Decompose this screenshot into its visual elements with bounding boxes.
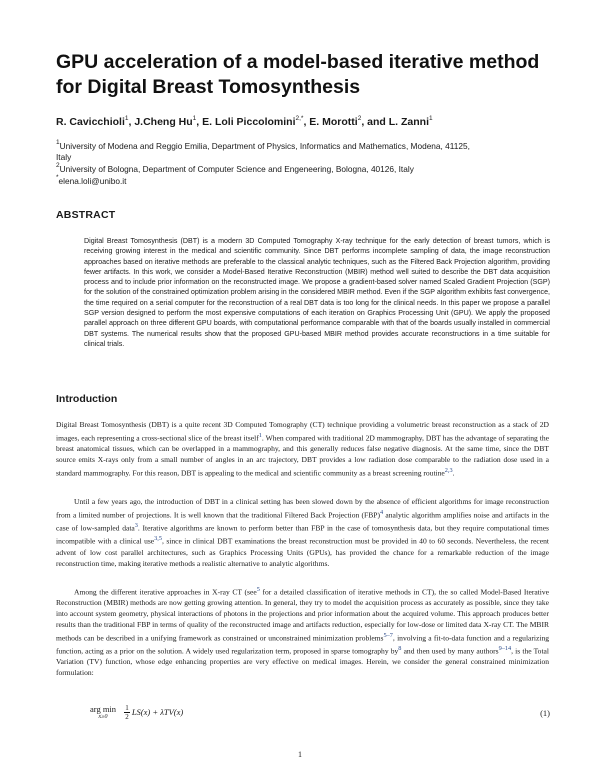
citation-link[interactable]: 4 (379, 508, 384, 516)
intro-paragraph-2: Until a few years ago, the introduction of DBT in a clinical setting has been slowed down by the absence of efficient algorithms for image reconstruction from a limited number of projections. It is well known that the traditional Filtered Back Projection (FBP)$^4$ analytic algorithm amplifies noise and artifacts in the case of low-sampled data$^3$. Iterative algorithms are known to perform better than FBP in the case of tomosynthesis data, but they require computational times incompatible with a clinical use$^{3,5}$, since in clinical DBT examinations the breast reconstruction must be provided in 40 to 60 seconds. Nevertheless, the recent advent of low cost parallel architectures, such as Graphics Processing Units (GPUs), has provided the chance for a remarkable reduction of the image reconstruction time, making iterative methods a realistic alternative to analytic algorithms. (56, 497, 550, 568)
author-separator: , (196, 116, 203, 128)
author-name: L. Zanni (388, 116, 430, 128)
author-list (56, 115, 556, 129)
author-affiliation-mark: 1 (124, 114, 129, 122)
argmin-operator: arg min (90, 704, 117, 714)
affiliation-2-text: University of Bologna, Department of Computer Science and Engeneering, Bologna, 40126, Italy (59, 164, 414, 174)
author-separator: , (128, 116, 135, 128)
citation-link[interactable]: 3,5 (154, 535, 163, 543)
author-name: J.Cheng Hu (134, 116, 193, 128)
constraint: x≥0 (98, 714, 108, 720)
citation-link[interactable]: 1 (258, 431, 262, 439)
author-affiliation-mark: 1 (192, 114, 197, 122)
author-separator: , (303, 116, 310, 128)
equation-expression (90, 704, 183, 721)
author-name: E. Loli Piccolomini (202, 116, 296, 128)
citation-link[interactable]: 9–14 (498, 645, 512, 653)
author-affiliation-mark: 2 (357, 114, 362, 122)
affiliation-1-country: Italy (56, 152, 72, 162)
citation-link[interactable]: 2,3 (444, 466, 453, 474)
author-name: R. Cavicchioli (56, 116, 125, 128)
author-name: E. Morotti (309, 116, 358, 128)
fraction-denominator: 2 (125, 713, 129, 721)
author-affiliation-mark: 2,* (295, 114, 304, 122)
citation-link[interactable]: 8 (398, 645, 402, 653)
citation-link[interactable]: 5 (256, 586, 260, 593)
affiliation-1-text: University of Modena and Reggio Emilia, Department of Physics, Informatics and Mathematics, Modena, 41125, (59, 141, 470, 151)
equation-number: (1) (540, 708, 550, 718)
citation-link[interactable]: 5–7 (383, 631, 393, 639)
affiliation-2: $^2$University of Bologna, Department of Computer Science and Engeneering, Bologna, 40126, Italy (56, 162, 414, 174)
citation-link[interactable]: 3 (134, 522, 138, 530)
paper-title: GPU acceleration of a model-based iterative method for Digital Breast Tomosynthesis (56, 51, 540, 98)
equation-1 (90, 700, 550, 724)
objective-function: LS(x) + λTV(x) (131, 707, 184, 717)
fraction-numerator: 1 (125, 704, 129, 712)
author-separator: , and (361, 116, 389, 128)
author-affiliation-mark: 1 (429, 114, 433, 122)
intro-paragraph-1: Digital Breast Tomosynthesis (DBT) is a quite recent 3D Computed Tomography (CT) technique providing a volumetric breast reconstruction as a stack of 2D images, each representing a cross-sectional slice of the breast itself$^1$. When compared with traditional 2D mammography, DBT has the advantage of separating the breast anatomical tissues, which can be overlapped in a mammography, and this generally reduces false negative diagnosis. At the same time, since the DBT source emits X-rays only from a small number of angles in an arc trajectory, DBT provides a low radiation dose comparable to the radiation dose used in a standard mammography. For this reason, DBT is appealing to the medical and scientific community as a breast screening routine$^{2,3}$. (56, 420, 550, 478)
abstract-heading: ABSTRACT (56, 209, 116, 221)
intro-paragraph-3: Among the different iterative approaches in X-ray CT (see$^5$ for a detailed classification of iterative methods in CT), the so called Model-Based Iterative Reconstruction (MBIR) methods are now getting growing attention. In general, they try to model the acquisition process as accurately as possible, since they take into account system geometry, physical interactions of photons in the projections and prior information about the acquired volume. This approach produces better results than the traditional FBP in terms of quality of the reconstructed image and artifacts reduction, especially for low-dose or limited data X-ray CT. The MBIR methods can be described in a unifying framework as constrained or unconstrained minimization problems$^{5-7}$, involving a fit-to-data function and a regularizing function, acting as a prior on the solution. A widely used regularization term, proposed in sparse tomography by$^8$ and then used by many authors$^{9-14}$, is the Total Variation (TV) function, whose edge enhancing properties are very effective on medical images. Herein, we consider the general constrained minimization formulation: (56, 586, 549, 678)
page-number: 1 (298, 750, 302, 759)
introduction-heading: Introduction (56, 393, 118, 405)
affiliation-1: $^1$University of Modena and Reggio Emilia, Department of Physics, Informatics and Mathematics, Modena, 41125, Italy (56, 139, 470, 162)
email-link[interactable]: elena.loli@unibo.it (58, 176, 127, 186)
corresponding-email: *elena.loli@unibo.it (56, 174, 127, 186)
abstract-text: Digital Breast Tomosynthesis (DBT) is a modern 3D Computed Tomography X-ray technique for the early detection of breast tumors, which is receiving growing interest in the medical and scientific community. Since DBT performs incomplete sampling of data, the image reconstruction approaches based on iterative methods are preferable to the classical analytic techniques, such as the Filtered Back Projection algorithm, providing fewer artifacts. In this work, we consider a Model-Based Iterative Reconstruction (MBIR) method well suited to describe the DBT data acquisition process and to include prior information on the reconstructed image. We propose a gradient-based solver named Scaled Gradient Projection (SGP) for the solution of the constrained optimization problem arising in the considered MBIR method. Even if the SGP algorithm exhibits fast convergence, the time required on a serial computer for the reconstruction of a real DBT data is too long for the clinical needs. In this paper we propose a parallel SGP version designed to perform the most expensive computations of each iteration on Graphics Processing Unit (GPU). We apply the proposed parallel approach on three different GPU boards, with computational performance comparable with that of the boards usually installed in commercial DBT systems. The numerical results show that the proposed GPU-based MBIR method provides accurate reconstructions in a time suitable for clinical trials. (84, 237, 550, 348)
